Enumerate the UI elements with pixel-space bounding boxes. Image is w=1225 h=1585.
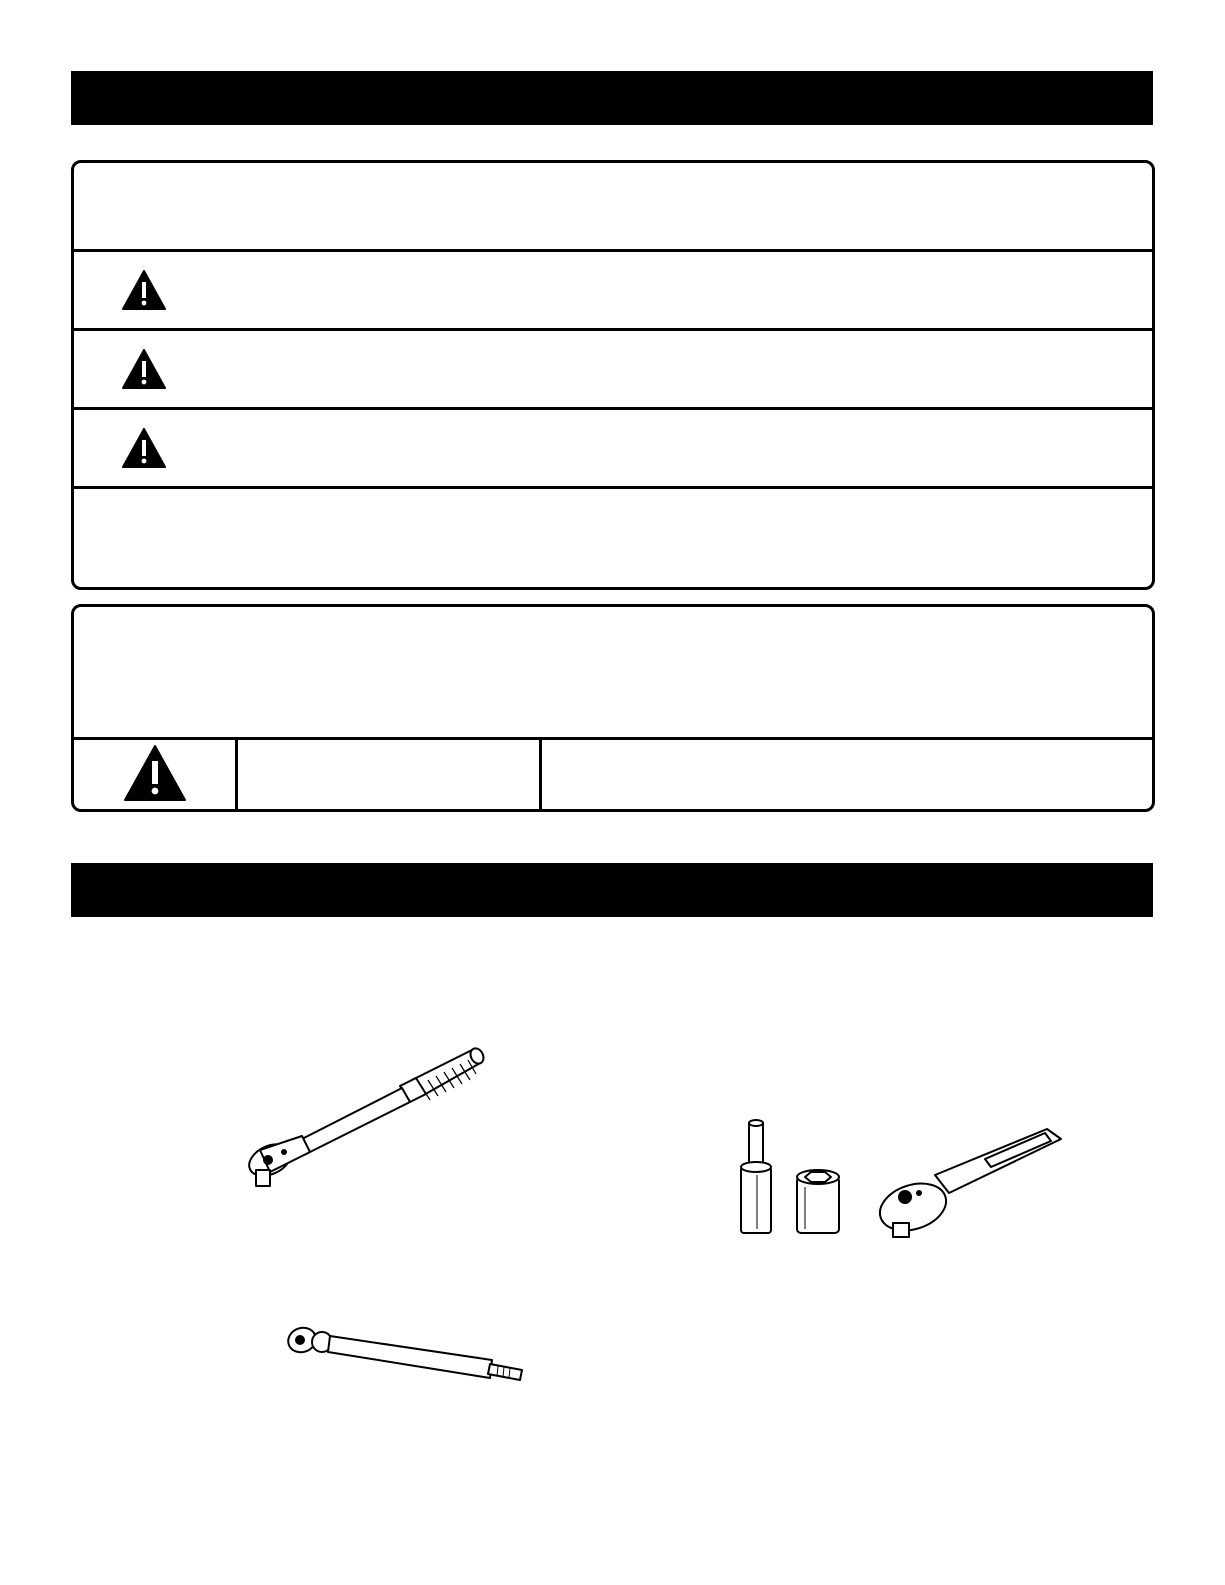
tire-pressure-gauge-figure (282, 1318, 527, 1393)
section-header-bar-bottom (71, 863, 1153, 917)
symbol-intro-row (74, 607, 1152, 740)
warning-triangle-icon (122, 349, 166, 389)
safety-intro-row (74, 163, 1152, 252)
safety-symbols-box (71, 160, 1155, 590)
symbol-name-cell (238, 740, 542, 812)
caution-row (74, 410, 1152, 489)
warning-triangle-icon (122, 270, 166, 310)
section-header-bar-top (71, 71, 1153, 125)
warning-row (74, 331, 1152, 410)
torque-wrench-figure (240, 1040, 500, 1200)
symbol-meaning-cell (542, 740, 1152, 812)
caution-note-row (74, 489, 1152, 585)
danger-row (74, 252, 1152, 331)
symbol-cell (74, 740, 238, 812)
socket-set-and-ratchet-figure (735, 1115, 1070, 1245)
warning-triangle-icon (124, 745, 186, 801)
warning-triangle-icon (122, 428, 166, 468)
symbol-table-row (74, 740, 1152, 812)
symbol-meaning-box (71, 604, 1155, 812)
